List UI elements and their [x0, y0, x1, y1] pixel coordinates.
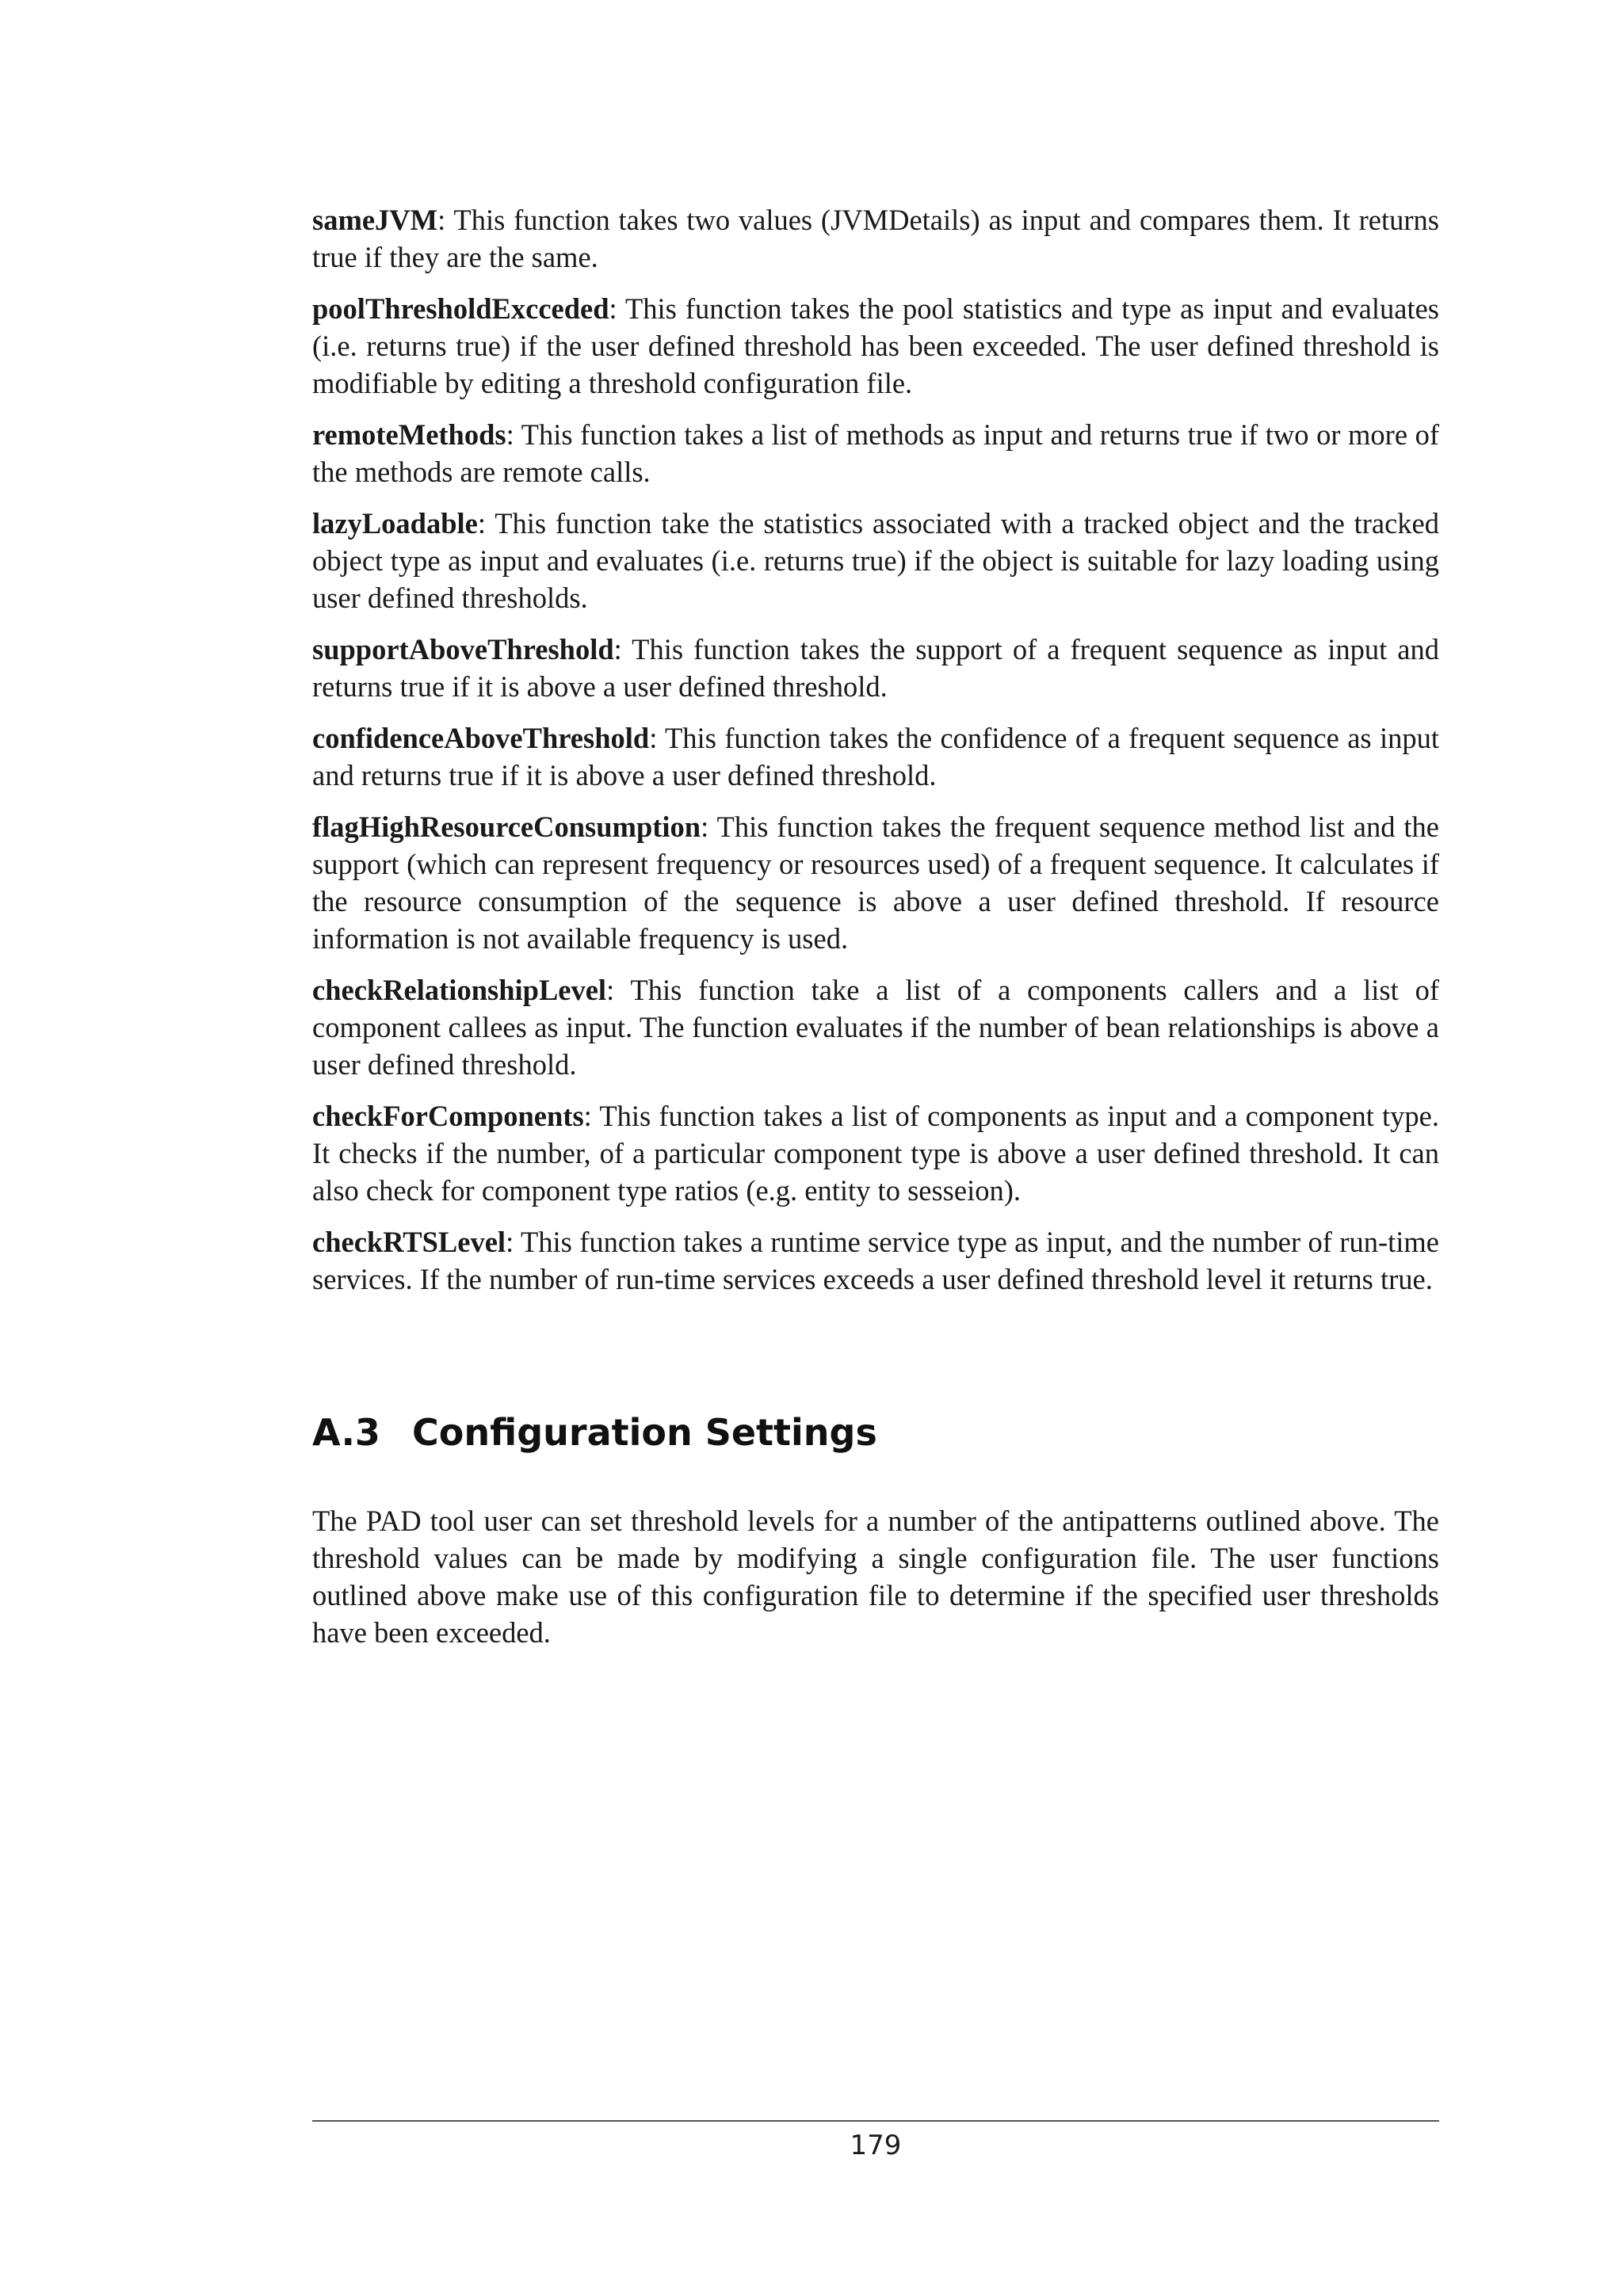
- definition-same-jvm: [312, 201, 1439, 276]
- definition-lazy-loadable: [312, 505, 1439, 616]
- definition-term: remoteMethods: [312, 418, 506, 451]
- definition-flag-high-resource-consumption: [312, 808, 1439, 957]
- definition-pool-threshold-excceded: [312, 290, 1439, 402]
- definition-support-above-threshold: [312, 631, 1439, 705]
- section-title: Configuration Settings: [412, 1411, 877, 1454]
- definition-text: : This function takes two values (JVMDetails) as input and compares them. It returns true if they are the same.: [312, 204, 1439, 273]
- section-heading: [312, 1409, 1439, 1456]
- definition-text: : This function takes the frequent sequence method list and the support (which can represent frequency or resources used) of a frequent sequence. It calculates if the resource consumption of the sequence is above a user defined threshold. If resource information is not available frequency is used.: [312, 810, 1439, 955]
- definition-term: poolThresholdExcceded: [312, 292, 609, 325]
- definition-confidence-above-threshold: [312, 719, 1439, 794]
- section-body-paragraph: The PAD tool user can set threshold levels for a number of the antipatterns outlined above. The threshold values can be made by modifying a single configuration file. The user functions outlined above make use of this configuration file to determine if the specified user thresholds have been exceeded.: [312, 1505, 1439, 1649]
- definition-remote-methods: [312, 416, 1439, 490]
- definition-check-rts-level: [312, 1223, 1439, 1298]
- definition-text: : This function takes the pool statistics and type as input and evaluates (i.e. returns true) if the user defined threshold has been exceeded. The user defined threshold is modifiable by editing a threshold configuration file.: [312, 292, 1439, 399]
- definition-term: confidenceAboveThreshold: [312, 722, 650, 754]
- definition-term: checkRelationshipLevel: [312, 974, 607, 1006]
- page-number: 179: [850, 2130, 902, 2161]
- definition-check-relationship-level: [312, 971, 1439, 1083]
- definition-text: : This function take a list of a components callers and a list of component callees as input. The function evaluates if the number of bean relationships is above a user defined threshold.: [312, 974, 1439, 1081]
- definition-text: : This function takes the confidence of a frequent sequence as input and returns true if it is above a user defined threshold.: [312, 722, 1439, 791]
- definition-check-for-components: [312, 1097, 1439, 1209]
- definition-text: : This function takes a list of components as input and a component type. It checks if the number, of a particular component type is above a user defined threshold. It can also check for component type ratios (e.g. entity to sesseion).: [312, 1100, 1439, 1207]
- definition-text: : This function takes a runtime service type as input, and the number of run-time services. If the number of run-time services exceeds a user defined threshold level it returns true.: [312, 1226, 1439, 1295]
- definition-term: checkForComponents: [312, 1100, 584, 1132]
- definition-text: : This function take the statistics associated with a tracked object and the tracked object type as input and evaluates (i.e. returns true) if the object is suitable for lazy loading using user defined thresholds.: [312, 507, 1439, 614]
- footer-divider: [312, 2120, 1439, 2122]
- definition-term: supportAboveThreshold: [312, 633, 614, 666]
- section-number: A.3: [312, 1411, 380, 1454]
- definition-term: checkRTSLevel: [312, 1226, 506, 1258]
- definition-text: : This function takes the support of a frequent sequence as input and returns true if it is above a user defined threshold.: [312, 633, 1439, 703]
- function-definitions: [312, 201, 1439, 1312]
- definition-term: lazyLoadable: [312, 507, 478, 540]
- definition-term: flagHighResourceConsumption: [312, 810, 701, 843]
- definition-term: sameJVM: [312, 204, 438, 236]
- definition-text: : This function takes a list of methods as input and returns true if two or more of the methods are remote calls.: [312, 418, 1439, 488]
